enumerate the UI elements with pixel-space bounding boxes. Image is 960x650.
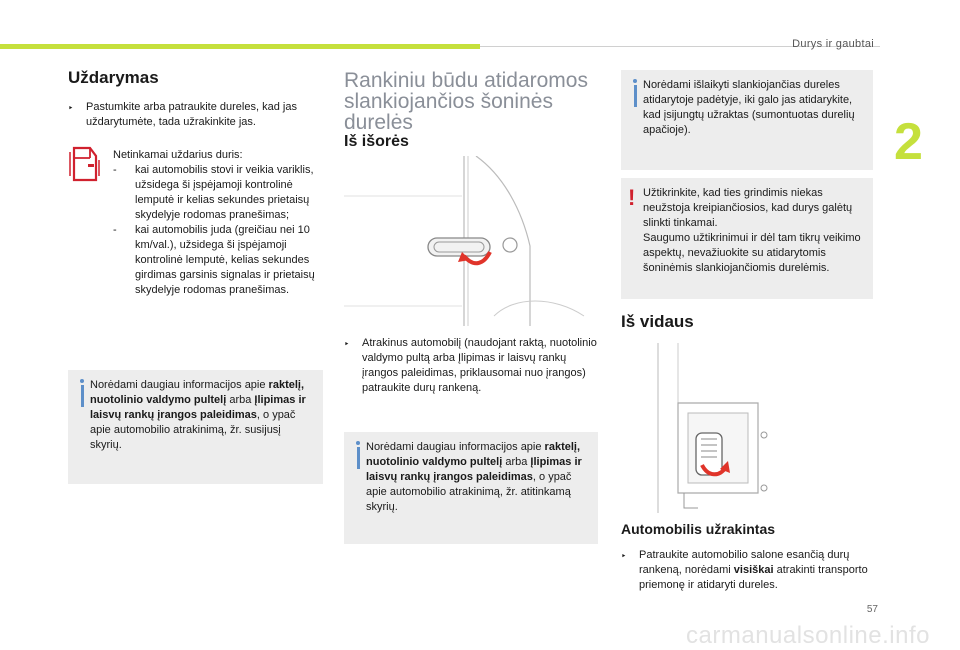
door-alert-intro: Netinkamai uždarius duris: [113, 149, 243, 161]
bullet-marker: ‣ [344, 339, 350, 349]
warning-icon: ! [628, 185, 636, 210]
section-title-closing: Uždarymas [68, 68, 159, 87]
list-item: - kai automobilis stovi ir veikia variklis, užsidega ši įspėjamoji kontrolinė lemputė ir kelias sekundes prietaisų skydelyje rodomas pranešimas; [113, 163, 325, 223]
door-alert-text [113, 148, 325, 298]
warning-paragraph: Saugumo užtikrinimui ir dėl tam tikrų veikimo aspektų, nevažiuokite su atidarytomis šoninėmis slankiojančiomis durelėmis. [643, 232, 861, 274]
warning-paragraph: Užtikrinkite, kad ties grindimis niekas neužstoja kreipiančiosios, kad durys galėtų slinkti tinkamai. [643, 187, 853, 229]
watermark: carmanualsonline.info [686, 622, 930, 649]
door-alert-list [113, 163, 325, 298]
chapter-number: 2 [894, 113, 923, 171]
list-item-text: kai automobilis juda (greičiau nei 10 km/val.), užsidega ši įspėjamoji kontrolinė lemputė, kelias sekundes girdimas garsinis signalas ir prietaisų skydelyje rodomas pranešimas. [135, 224, 315, 296]
interior-door-handle-illustration [648, 343, 770, 513]
info-box-right-text: Norėdami išlaikyti slankiojančias dureles atidarytoje padėtyje, iki galo jas atidarykite, kad įsijungtų užraktas (sumontuotas durelių apačioje). [643, 79, 855, 136]
warning-box [621, 178, 873, 299]
subtitle-vehicle-locked: Automobilis užrakintas [621, 521, 776, 537]
info-box-middle-text: Norėdami daugiau informacijos apie raktelį, nuotolinio valdymo pultelį arba Įlipimas ir laisvų rankų įrangos paleidimas, o ypač apie automobilio atrakinimą, žr. atitinkamą skyrių. [366, 441, 582, 513]
warning-box-text [643, 186, 865, 276]
page-number: 57 [866, 604, 878, 615]
outside-instruction [344, 336, 598, 396]
subtitle-from-outside: Iš išorės [344, 133, 409, 150]
closing-instruction [68, 100, 323, 130]
door-open-warning-icon [68, 144, 102, 184]
bullet-marker: ‣ [621, 551, 627, 561]
subtitle-from-inside: Iš vidaus [621, 312, 694, 331]
exterior-door-handle-illustration [344, 156, 598, 326]
closing-instruction-text: Pastumkite arba patraukite dureles, kad jas uždarytumėte, tada užrakinkite jas. [86, 101, 297, 128]
inside-instruction-text: Patraukite automobilio salone esančią durų rankeną, norėdami visiškai atrakinti transporto priemonę ir atidaryti dureles. [639, 549, 868, 591]
header-accent-bar [0, 44, 480, 49]
list-item: - kai automobilis juda (greičiau nei 10 km/val.), užsidega ši įspėjamoji kontrolinė lemputė, kelias sekundes girdimas garsinis signalas ir prietaisų skydelyje rodomas pranešimas. [113, 223, 325, 298]
info-box-left [68, 370, 323, 484]
inside-instruction [621, 548, 873, 593]
outside-instruction-text: Atrakinus automobilį (naudojant raktą, nuotolinio valdymo pultą arba Įlipimas ir laisvų rankų įrangos paleidimas, priklausomai nuo įrangos) patraukite durų rankeną. [362, 337, 597, 394]
info-box-left-text: Norėdami daugiau informacijos apie raktelį, nuotolinio valdymo pultelį arba Įlipimas ir laisvų rankų įrangos paleidimas, o ypač apie automobilio atrakinimą, žr. susijusį skyrių. [90, 379, 306, 451]
bullet-marker: ‣ [68, 103, 74, 113]
running-header: Durys ir gaubtai [792, 38, 874, 50]
info-icon [76, 379, 88, 407]
info-box-right [621, 70, 873, 170]
info-icon [629, 79, 641, 107]
section-title-sliding-door: Rankiniu būdu atidaromos slankiojančios šoninės durelės [344, 69, 588, 134]
list-item-text: kai automobilis stovi ir veikia variklis, užsidega ši įspėjamoji kontrolinė lemputė ir kelias sekundes prietaisų skydelyje rodomas pranešimas; [135, 164, 314, 221]
info-box-middle [344, 432, 598, 544]
info-icon [352, 441, 364, 469]
